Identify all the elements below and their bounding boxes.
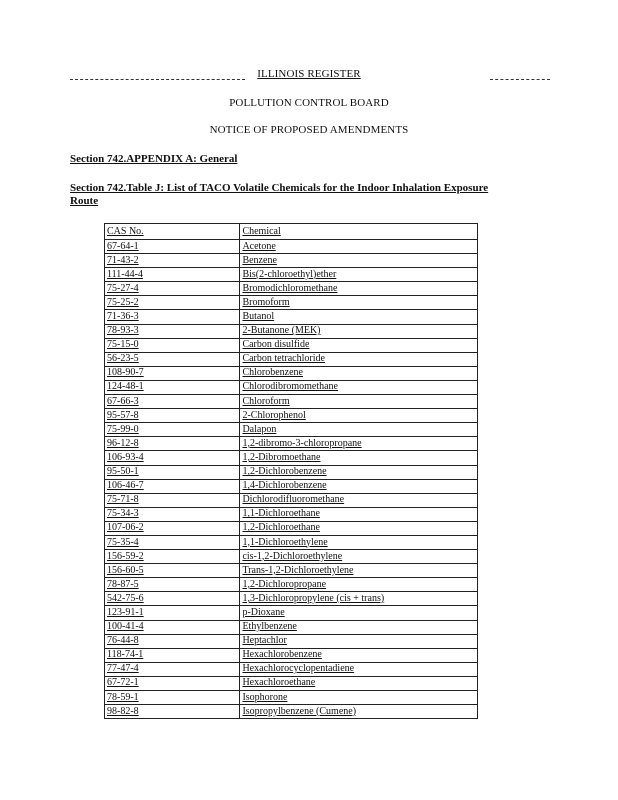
table-row (105, 310, 478, 324)
cas-number: 95-50-1 (107, 466, 139, 478)
chemical-name: 1,2-dibromo-3-chloropropane (242, 437, 362, 449)
chemical-name-cell (240, 620, 478, 634)
chemical-name-cell (240, 352, 478, 366)
chemical-name-cell (240, 705, 478, 719)
table-row (105, 676, 478, 690)
cas-number-cell (105, 592, 240, 606)
cas-number-cell (105, 564, 240, 578)
cas-number-cell (105, 409, 240, 423)
chemical-name-cell (240, 366, 478, 380)
cas-number: 156-60-5 (107, 564, 144, 576)
cas-number-cell (105, 437, 240, 451)
cas-number: 75-27-4 (107, 282, 139, 294)
table-row (105, 465, 478, 479)
chemical-name: p-Dioxane (242, 606, 285, 618)
table-row (105, 705, 478, 719)
chemical-name-cell (240, 465, 478, 479)
cas-number: 156-59-2 (107, 550, 144, 562)
chemical-name: 1,2-Dichloroethane (242, 522, 320, 534)
table-row (105, 479, 478, 493)
cas-number: 67-66-3 (107, 395, 139, 407)
cas-number-cell (105, 521, 240, 535)
table-row (105, 352, 478, 366)
cas-number-cell (105, 268, 240, 282)
cas-number-cell (105, 380, 240, 394)
chemical-name-cell (240, 550, 478, 564)
cas-number: 67-72-1 (107, 677, 139, 689)
chemical-name: Carbon tetrachloride (242, 353, 325, 365)
chemical-name: 1,2-Dibromoethane (242, 451, 321, 463)
cas-number-cell (105, 296, 240, 310)
cas-number-cell (105, 578, 240, 592)
cas-number: 78-59-1 (107, 691, 139, 703)
chemical-name: 2-Chlorophenol (242, 409, 306, 421)
chemical-name: 1,2-Dichloropropane (242, 578, 327, 590)
cas-number: 106-93-4 (107, 451, 144, 463)
table-row (105, 521, 478, 535)
cas-number-cell (105, 507, 240, 521)
table-row (105, 395, 478, 409)
chemical-name: 1,1-Dichloroethylene (242, 536, 328, 548)
table-body (105, 240, 478, 719)
chemical-name: Acetone (242, 240, 276, 252)
table-row (105, 535, 478, 549)
chemical-name: Chlorodibromomethane (242, 381, 338, 393)
chemical-name-cell (240, 423, 478, 437)
cas-number: 78-93-3 (107, 325, 139, 337)
chemical-name-cell (240, 578, 478, 592)
chemical-name: Heptachlor (242, 635, 287, 647)
table-row (105, 268, 478, 282)
chemical-name-cell (240, 691, 478, 705)
column-header-cas: CAS No. (105, 224, 240, 240)
cas-number: 111-44-4 (107, 268, 143, 280)
cas-number: 78-87-5 (107, 578, 139, 590)
cas-number: 75-25-2 (107, 296, 139, 308)
cas-number: 124-48-1 (107, 381, 144, 393)
table-row (105, 409, 478, 423)
cas-number-cell (105, 254, 240, 268)
table-row (105, 620, 478, 634)
chemical-name-cell (240, 648, 478, 662)
cas-number-cell (105, 451, 240, 465)
chemical-name: Hexachlorocyclopentadiene (242, 663, 355, 675)
chemical-name-cell (240, 324, 478, 338)
cas-number-cell (105, 620, 240, 634)
cas-number: 118-74-1 (107, 649, 144, 661)
cas-number: 542-75-6 (107, 592, 144, 604)
cas-number-cell (105, 352, 240, 366)
table-row (105, 282, 478, 296)
cas-number-cell (105, 479, 240, 493)
cas-number: 71-43-2 (107, 254, 139, 266)
cas-number: 100-41-4 (107, 621, 144, 633)
chemical-name-cell (240, 507, 478, 521)
table-header-row (105, 224, 478, 240)
table-row (105, 338, 478, 352)
chemical-name-cell (240, 634, 478, 648)
cas-number-cell (105, 662, 240, 676)
chemical-name: 1,1-Dichloroethane (242, 508, 320, 520)
chemical-name: Bromodichloromethane (242, 282, 338, 294)
table-row (105, 564, 478, 578)
cas-number: 67-64-1 (107, 240, 139, 252)
cas-number: 76-44-8 (107, 635, 139, 647)
chemical-name: Dalapon (242, 423, 277, 435)
chemical-name-cell (240, 535, 478, 549)
cas-number-cell (105, 676, 240, 690)
cas-number-cell (105, 465, 240, 479)
chemical-name-cell (240, 493, 478, 507)
chemical-name-cell (240, 282, 478, 296)
chemical-name: Chlorobenzene (242, 367, 303, 379)
chemical-name: 1,4-Dichlorobenzene (242, 480, 327, 492)
cas-number-cell (105, 395, 240, 409)
cas-number: 71-36-3 (107, 311, 139, 323)
cas-number-cell (105, 240, 240, 254)
chemical-name-cell (240, 437, 478, 451)
chemical-name-cell (240, 606, 478, 620)
chemical-name: Isophorone (242, 691, 288, 703)
cas-number-cell (105, 338, 240, 352)
chemical-name: Isopropylbenzene (Cumene) (242, 705, 357, 717)
chemical-name-cell (240, 451, 478, 465)
table-row (105, 254, 478, 268)
chemical-name-cell (240, 254, 478, 268)
chemical-name-cell (240, 676, 478, 690)
chemical-name-cell (240, 338, 478, 352)
cas-number: 108-90-7 (107, 367, 144, 379)
cas-number-cell (105, 282, 240, 296)
cas-number: 106-46-7 (107, 480, 144, 492)
chemical-name-cell (240, 564, 478, 578)
table-row (105, 691, 478, 705)
chemical-name: Trans-1,2-Dichloroethylene (242, 564, 354, 576)
cas-number: 95-57-8 (107, 409, 139, 421)
chemical-name-cell (240, 395, 478, 409)
chemical-name: Bromoform (242, 296, 290, 308)
board-heading: POLLUTION CONTROL BOARD (229, 97, 389, 109)
chemical-name-cell (240, 521, 478, 535)
cas-number: 56-23-5 (107, 353, 139, 365)
chemical-name-cell (240, 662, 478, 676)
cas-number-cell (105, 324, 240, 338)
chemical-name-cell (240, 380, 478, 394)
chemical-name-cell (240, 310, 478, 324)
cas-number: 75-35-4 (107, 536, 139, 548)
chemical-name-cell (240, 240, 478, 254)
cas-number-cell (105, 705, 240, 719)
chemical-name-cell (240, 592, 478, 606)
chemical-name: Hexachlorobenzene (242, 649, 322, 661)
chemical-name: Butanol (242, 311, 275, 323)
table-row (105, 324, 478, 338)
chemical-name: Ethylbenzene (242, 621, 297, 633)
chemical-name: cis-1,2-Dichloroethylene (242, 550, 343, 562)
chemical-name: Chloroform (242, 395, 290, 407)
cas-number: 75-34-3 (107, 508, 139, 520)
cas-number-cell (105, 606, 240, 620)
table-row (105, 578, 478, 592)
chemical-name-cell (240, 296, 478, 310)
cas-number-cell (105, 310, 240, 324)
table-row (105, 423, 478, 437)
table-row (105, 606, 478, 620)
column-header-chemical: Chemical (240, 224, 478, 240)
cas-number-cell (105, 423, 240, 437)
cas-number: 96-12-8 (107, 437, 139, 449)
cas-number: 123-91-1 (107, 606, 144, 618)
chemical-name: 2-Butanone (MEK) (242, 325, 321, 337)
chemical-name: Carbon disulfide (242, 339, 310, 351)
table-row (105, 366, 478, 380)
cas-number: 75-71-8 (107, 494, 139, 506)
table-row (105, 240, 478, 254)
table-row (105, 507, 478, 521)
register-heading: ILLINOIS REGISTER (257, 68, 361, 80)
table-row (105, 648, 478, 662)
notice-heading: NOTICE OF PROPOSED AMENDMENTS (209, 124, 409, 136)
chemical-name: Benzene (242, 254, 277, 266)
chemical-name: 1,2-Dichlorobenzene (242, 466, 327, 478)
section-title: Section 742.APPENDIX A: General (70, 153, 238, 165)
chemical-name-cell (240, 268, 478, 282)
chemical-name: Dichlorodifluoromethane (242, 494, 345, 506)
table-row (105, 296, 478, 310)
table-row (105, 380, 478, 394)
cas-number-cell (105, 691, 240, 705)
cas-number-cell (105, 535, 240, 549)
table-row (105, 437, 478, 451)
chemical-name: 1,3-Dichloropropylene (cis + trans) (242, 592, 385, 604)
cas-number: 75-15-0 (107, 339, 139, 351)
chemical-name: Bis(2-chloroethyl)ether (242, 268, 337, 280)
table-row (105, 662, 478, 676)
cas-number-cell (105, 550, 240, 564)
table-row (105, 451, 478, 465)
table-title: Section 742.Table J: List of TACO Volatile Chemicals for the Indoor Inhalation Exposure Route (70, 182, 489, 207)
table-row (105, 592, 478, 606)
chemical-table (104, 223, 478, 719)
cas-number-cell (105, 366, 240, 380)
table-row (105, 493, 478, 507)
table-row (105, 550, 478, 564)
cas-number: 77-47-4 (107, 663, 139, 675)
chemical-name: Hexachloroethane (242, 677, 316, 689)
cas-number-cell (105, 493, 240, 507)
cas-number: 107-06-2 (107, 522, 144, 534)
cas-number: 98-82-8 (107, 705, 139, 717)
cas-number-cell (105, 634, 240, 648)
cas-number: 75-99-0 (107, 423, 139, 435)
cas-number-cell (105, 648, 240, 662)
chemical-name-cell (240, 479, 478, 493)
chemical-name-cell (240, 409, 478, 423)
table-row (105, 634, 478, 648)
